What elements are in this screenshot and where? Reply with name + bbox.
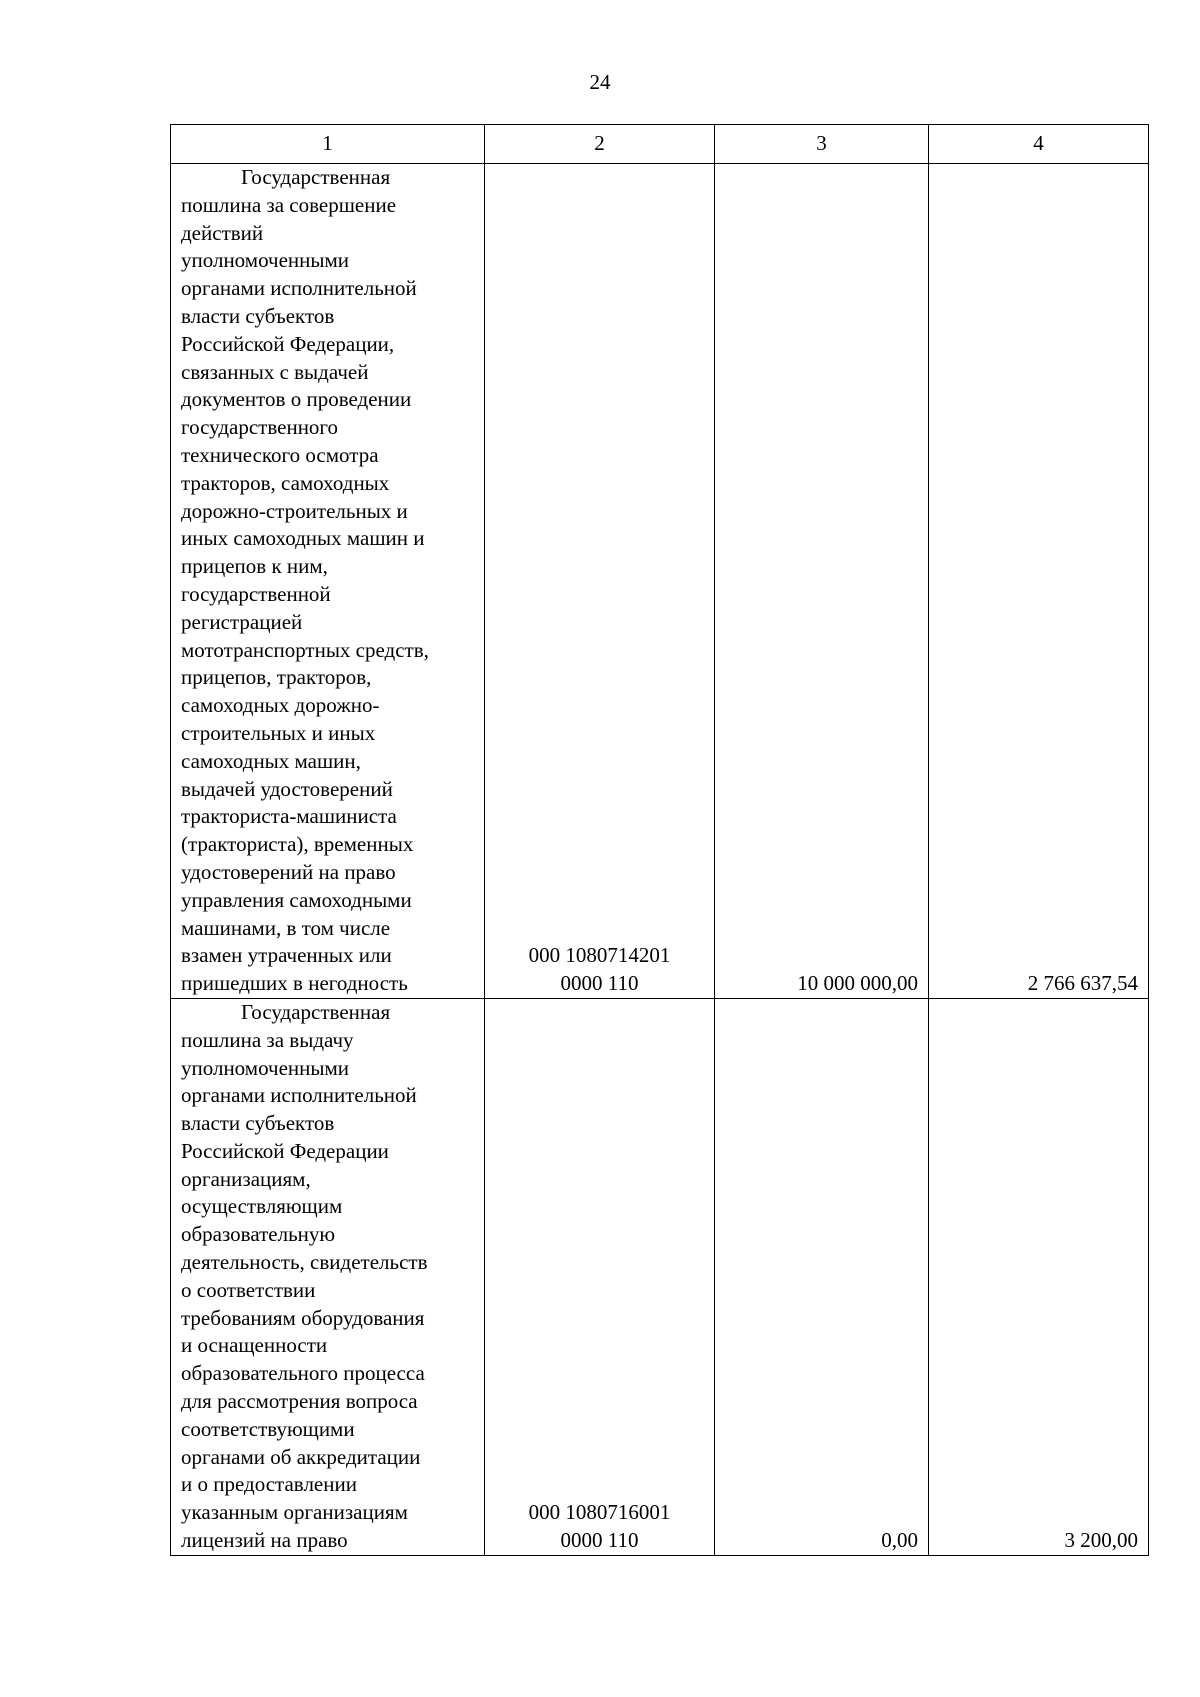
header-col-3: 3 [715,125,929,164]
row-planned-amount: 10 000 000,00 [715,164,929,999]
row-actual-amount: 2 766 637,54 [929,164,1149,999]
row-code: 000 1080714201 0000 110 [485,164,715,999]
page-number: 24 [589,70,611,94]
row-code: 000 1080716001 0000 110 [485,998,715,1555]
table-row [171,998,1149,1555]
row-actual-amount: 3 200,00 [929,998,1149,1555]
row-name: Государственная пошлина за выдачу уполномоченными органами исполнительной власти субъектов Российской Федерации организациям, осуществляющим образовательную деятельность, свидетельств о соответствии требованиям оборудования и оснащенности образовательного процесса для рассмотрения вопроса соответствующими органами об аккредитации и о предоставлении указанным организациям лицензий на право [181,999,428,1553]
header-col-1: 1 [171,125,485,164]
row-name-cell [171,164,485,999]
table-header-row [171,125,1149,164]
budget-table [170,124,1149,1556]
row-planned-amount: 0,00 [715,998,929,1555]
table-row [171,164,1149,999]
header-col-2: 2 [485,125,715,164]
row-name: Государственная пошлина за совершение действий уполномоченными органами исполнительной власти субъектов Российской Федерации, связанных с выдачей документов о проведении государственного технического осмотра тракторов, самоходных дорожно-строительных и иных самоходных машин и прицепов к ним, государственной регистрацией мототранспортных средств, прицепов, тракторов, самоходных дорожно- строительных и иных самоходных машин, выдачей удостоверений тракториста-машиниста (тракториста), временных удостоверений на право управления самоходными машинами, в том числе взамен утраченных или пришедших в негодность [181,165,429,996]
header-col-4: 4 [929,125,1149,164]
row-name-cell [171,998,485,1555]
